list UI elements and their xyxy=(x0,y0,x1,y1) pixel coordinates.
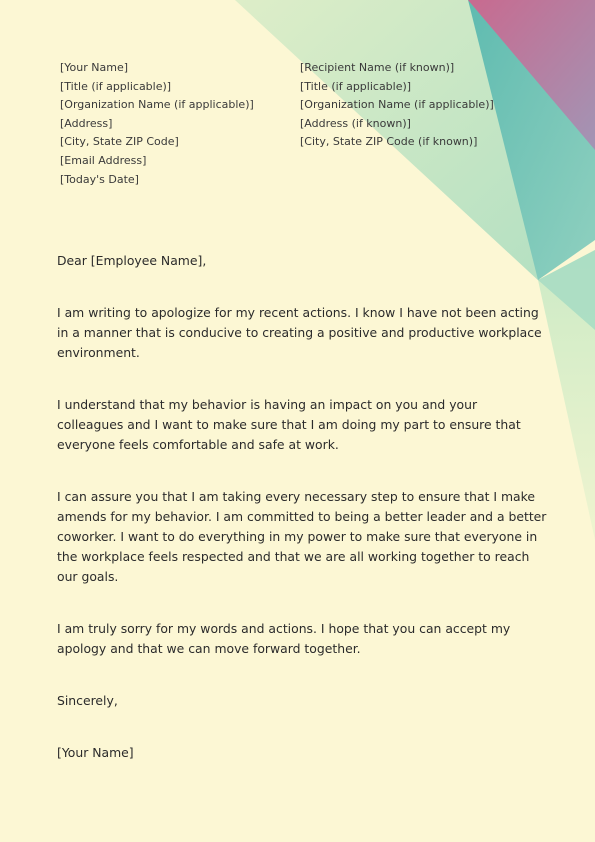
recipient-name: [Recipient Name (if known)] xyxy=(300,61,455,74)
sender-city-state-zip: [City, State ZIP Code] xyxy=(60,135,179,149)
body-paragraph: I am writing to apologize for my recent actions. I know I have not been acting in a manner that is conducive to creating a positive and productive workplace environment. xyxy=(57,305,542,360)
closing: Sincerely, xyxy=(57,693,118,708)
recipient-organization: [Organization Name (if applicable)] xyxy=(300,98,494,112)
body-paragraph: I can assure you that I am taking every necessary step to ensure that I make amends for my behavior. I am committed to being a better leader and a better coworker. I want to do everything in my power to make sure that everyone in the workplace feels respected and that we are all working together to reach our goals. xyxy=(57,489,547,584)
letter-date: [Today's Date] xyxy=(60,172,139,186)
sender-title: [Title (if applicable)] xyxy=(60,79,172,93)
salutation: Dear [Employee Name], xyxy=(57,253,207,268)
recipient-address-block xyxy=(300,59,494,152)
recipient-address: [Address (if known)] xyxy=(300,116,411,130)
body-paragraph: I am truly sorry for my words and actions. I hope that you can accept my apology and that we can move forward together. xyxy=(57,621,511,656)
sender-address: [Address] xyxy=(60,116,113,130)
recipient-city-state-zip: [City, State ZIP Code (if known)] xyxy=(300,135,478,149)
sender-address-block xyxy=(60,59,254,189)
sender-email: [Email Address] xyxy=(60,153,147,167)
recipient-title: [Title (if applicable)] xyxy=(300,79,412,93)
sender-organization: [Organization Name (if applicable)] xyxy=(60,98,254,112)
sender-name: [Your Name] xyxy=(60,61,129,74)
signature: [Your Name] xyxy=(57,745,134,760)
body-paragraph: I understand that my behavior is having an impact on you and your colleagues and I want to make sure that I am doing my part to ensure that everyone feels comfortable and safe at work. xyxy=(57,397,521,452)
letter-body xyxy=(57,251,547,763)
